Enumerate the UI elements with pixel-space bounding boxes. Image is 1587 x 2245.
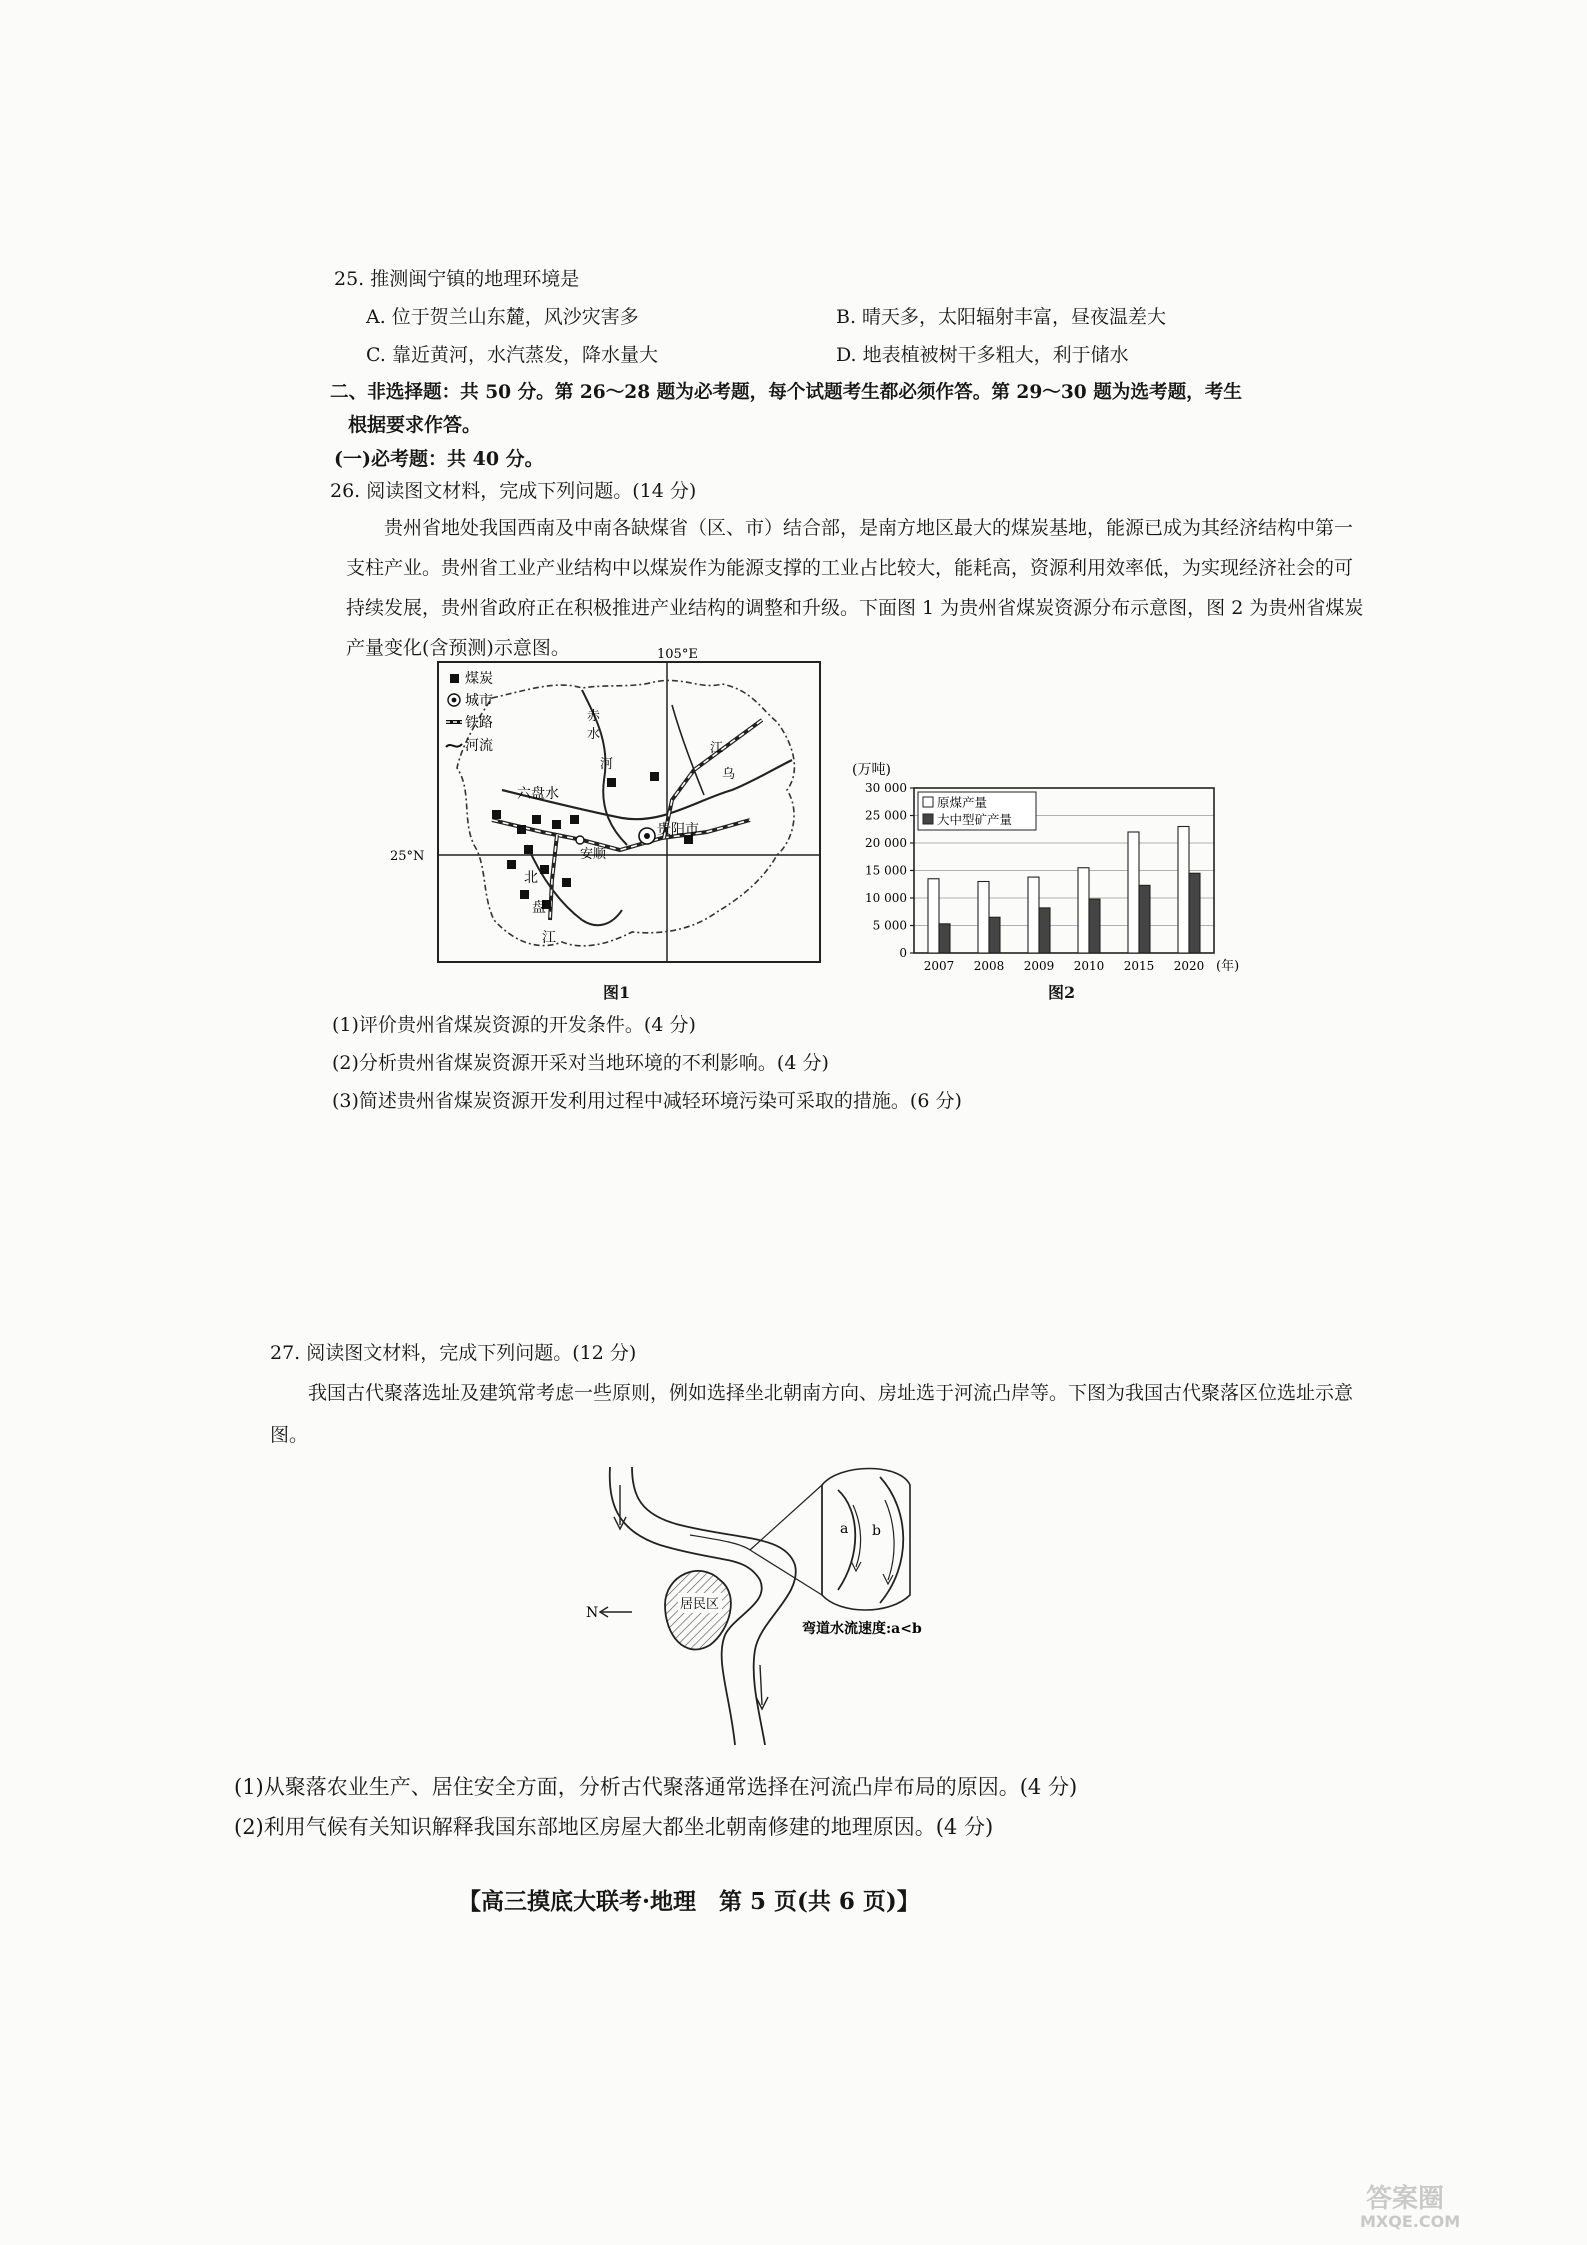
q26-sub2: (2)分析贵州省煤炭资源开采对当地环境的不利影响。(4 分) xyxy=(332,1052,829,1074)
legend-swatch xyxy=(923,797,933,807)
label-b: b xyxy=(872,1523,881,1539)
river-label-chi: 赤 xyxy=(587,709,601,724)
river-label-he: 河 xyxy=(600,757,614,772)
chart-legend xyxy=(918,792,1036,830)
residential-label: 居民区 xyxy=(680,1597,720,1612)
legend-coal: 煤炭 xyxy=(465,671,493,687)
q25-option-c: C. 靠近黄河，水汽蒸发，降水量大 xyxy=(366,344,658,366)
bar-large-mines xyxy=(1039,908,1050,953)
zoom-box xyxy=(822,1469,910,1611)
city-liupanshui-label: 六盘水 xyxy=(517,786,559,802)
city-guiyang-label: 贵阳市 xyxy=(657,822,699,838)
flow-a-arrow xyxy=(853,1505,861,1567)
x-tick-label: 2007 xyxy=(923,959,955,973)
x-tick-label: 2020 xyxy=(1173,959,1205,973)
legend-label: 原煤产量 xyxy=(937,795,988,810)
river-label-jiang2: 江 xyxy=(542,930,556,946)
bar-large-mines xyxy=(989,917,1000,953)
section2-line2: 根据要求作答。 xyxy=(348,414,482,436)
chart-grid xyxy=(914,816,1214,926)
x-tick-label: 2009 xyxy=(1023,959,1055,973)
q27-sub2: (2)利用气候有关知识解释我国东部地区房屋大都坐北朝南修建的地理原因。(4 分) xyxy=(234,1815,994,1839)
x-tick-label: 2008 xyxy=(973,959,1005,973)
y-tick-label: 5 000 xyxy=(872,918,907,933)
q27-sub1: (1)从聚落农业生产、居住安全方面，分析古代聚落通常选择在河流凸岸布局的原因。(4 分) xyxy=(234,1775,1078,1799)
q26-fig2-caption: 图2 xyxy=(1048,983,1076,1002)
bar-raw-coal xyxy=(1128,832,1139,953)
city-anshun-label: 安顺 xyxy=(580,847,607,862)
north-label: N xyxy=(586,1605,599,1621)
bar-raw-coal xyxy=(1028,877,1039,953)
q25-stem: 25. 推测闽宁镇的地理环境是 xyxy=(334,268,580,290)
x-tick-label: 2010 xyxy=(1073,959,1105,973)
bar-raw-coal xyxy=(1078,868,1089,953)
bar-large-mines xyxy=(1139,885,1150,953)
section2-line1: 二、非选择题：共 50 分。第 26～28 题为必考题，每个试题考生都必须作答。第 29～30 题为选考题，考生 xyxy=(330,382,1242,403)
legend-swatch xyxy=(923,814,933,824)
bar-large-mines xyxy=(1089,899,1100,953)
lon-label: 105°E xyxy=(657,647,698,662)
q26-stem: 26. 阅读图文材料，完成下列问题。(14 分) xyxy=(330,480,697,502)
q25-option-b: B. 晴天多，太阳辐射丰富，昼夜温差大 xyxy=(836,306,1167,328)
chart-y-axis xyxy=(865,781,914,960)
y-tick-label: 0 xyxy=(899,946,907,960)
coal-legend-icon xyxy=(450,674,459,683)
section2-sub: (一)必考题：共 40 分。 xyxy=(334,448,544,470)
y-tick-label: 25 000 xyxy=(865,808,907,823)
bar-large-mines xyxy=(1189,873,1200,953)
chart-unit-label: (万吨) xyxy=(852,762,891,778)
q27-material: 我国古代聚落选址及建筑常考虑一些原则，例如选择坐北朝南方向、房址选于河流凸岸等。下图为我国古代聚落区位选址示意图。 xyxy=(270,1382,1354,1446)
province-boundary xyxy=(457,680,794,945)
river-label-shui: 水 xyxy=(587,727,601,742)
legend-railway: 铁路 xyxy=(465,715,493,731)
zoom-line-bottom xyxy=(750,1550,822,1595)
y-tick-label: 30 000 xyxy=(865,781,907,795)
q26-fig1-map xyxy=(390,647,824,970)
inner-bank-curve xyxy=(838,1490,855,1590)
label-a: a xyxy=(840,1521,849,1537)
flow-arrow-2 xyxy=(760,1665,762,1705)
q26-fig1-caption: 图1 xyxy=(603,983,631,1002)
watermark-url: MXQE.COM xyxy=(1360,2212,1461,2231)
legend-label: 大中型矿产量 xyxy=(937,812,1013,827)
x-tick-label: 2015 xyxy=(1123,959,1155,973)
river-label-wu: 乌 xyxy=(722,767,736,782)
river-label-jiang: 江 xyxy=(710,741,724,756)
bar-raw-coal xyxy=(978,882,989,954)
q25-option-d: D. 地表植被树干多粗大，利于储水 xyxy=(836,344,1129,366)
legend-river: 河流 xyxy=(465,738,493,754)
legend-city: 城市 xyxy=(465,693,493,709)
q26-sub1: (1)评价贵州省煤炭资源的开发条件。(4 分) xyxy=(332,1014,696,1036)
q26-fig2-chart xyxy=(842,760,1242,985)
flow-b-arrow xyxy=(885,1500,894,1580)
q27-stem: 27. 阅读图文材料，完成下列问题。(12 分) xyxy=(270,1342,637,1364)
lat-label: 25°N xyxy=(390,849,425,864)
zoom-line-top xyxy=(750,1485,822,1550)
city-anshun-icon xyxy=(576,836,584,844)
chart-x-axis xyxy=(924,959,1205,973)
river-legend-icon xyxy=(446,744,462,747)
page-footer: 【高三摸底大联考·地理 第 5 页(共 6 页)】 xyxy=(458,1888,920,1915)
map-legend xyxy=(446,670,493,754)
q26-material: 贵州省地处我国西南及中南各缺煤省（区、市）结合部，是南方地区最大的煤炭基地，能源已成为其经济结构中第一支柱产业。贵州省工业产业结构中以煤炭作为能源支撑的工业占比较大，能耗高，资源利用效率低，为实现经济社会的可持续发展，贵州省政府正在积极推进产业结构的调整和升级。下面图 1 为贵州省煤炭资源分布示意图，图 2 为贵州省煤炭产量变化(含预测)示意图。 xyxy=(346,517,1364,659)
y-tick-label: 10 000 xyxy=(865,891,907,905)
chart-year-unit: (年) xyxy=(1216,959,1240,974)
bar-large-mines xyxy=(939,924,950,953)
bar-raw-coal xyxy=(928,879,939,953)
y-tick-label: 15 000 xyxy=(865,863,907,878)
river-label-pan: 盘 xyxy=(532,900,546,916)
speed-note: 弯道水流速度:a<b xyxy=(802,1621,922,1637)
outer-bank-curve xyxy=(880,1477,903,1603)
chart-bars xyxy=(928,827,1200,954)
watermark-logo: 答案圈 xyxy=(1366,2184,1445,2214)
bar-raw-coal xyxy=(1178,827,1189,954)
river-label-bei: 北 xyxy=(524,870,538,886)
y-tick-label: 20 000 xyxy=(865,836,907,850)
q25-option-a: A. 位于贺兰山东麓，风沙灾害多 xyxy=(366,306,639,328)
q26-sub3: (3)简述贵州省煤炭资源开发利用过程中减轻环境污染可采取的措施。(6 分) xyxy=(332,1090,962,1112)
q27-river-figure xyxy=(570,1455,1090,1745)
